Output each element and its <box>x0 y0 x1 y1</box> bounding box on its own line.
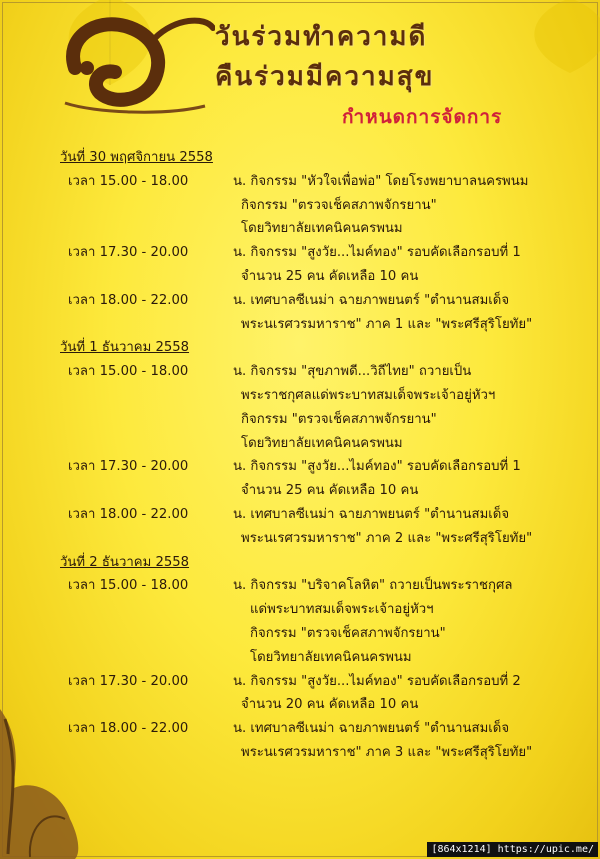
schedule-description-continued: พระนเรศวรมหาราช" ภาค 2 และ "พระศรีสุริโยทัย" <box>241 530 533 546</box>
schedule-item <box>60 170 580 194</box>
schedule-description: น. เทศบาลซีเนม่า ฉายภาพยนตร์ "ตำนานสมเด็จ <box>233 506 510 522</box>
schedule-description-continued: แด่พระบาทสมเด็จพระเจ้าอยู่หัวฯ <box>250 602 434 618</box>
schedule-description: น. กิจกรรม "สุขภาพดี...วิถีไทย" ถวายเป็น <box>233 364 472 380</box>
schedule-item <box>60 360 580 384</box>
schedule-description: น. กิจกรรม "สูงวัย...ไมค์ทอง" รอบคัดเลือกรอบที่ 1 <box>233 459 521 475</box>
schedule-time: เวลา 15.00 - 18.00 <box>68 364 189 380</box>
schedule-description-continued: พระนเรศวรมหาราช" ภาค 3 และ "พระศรีสุริโยทัย" <box>241 744 533 760</box>
schedule-description-continued: จำนวน 25 คน คัดเหลือ 10 คน <box>241 268 419 284</box>
schedule-item <box>60 670 580 694</box>
title-line-2: คืนร่วมมีความสุข <box>215 62 435 92</box>
schedule-time: เวลา 17.30 - 20.00 <box>68 245 189 261</box>
schedule-item <box>60 717 580 741</box>
schedule-description-continued: โดยวิทยาลัยเทคนิคนครพนม <box>250 649 412 665</box>
subtitle: กำหนดการจัดการ <box>342 106 503 128</box>
schedule-time: เวลา 17.30 - 20.00 <box>68 673 189 689</box>
schedule-time: เวลา 18.00 - 22.00 <box>68 721 189 737</box>
bodhi-leaf-icon <box>0 689 110 859</box>
schedule-description-continued: โดยวิทยาลัยเทคนิคนครพนม <box>241 221 403 237</box>
title-line-1: วันร่วมทำความดี <box>215 22 428 52</box>
schedule-description: น. กิจกรรม "บริจาคโลหิต" ถวายเป็นพระราชกุศล <box>233 578 513 594</box>
schedule-item <box>60 289 580 313</box>
schedule-time: เวลา 15.00 - 18.00 <box>68 578 189 594</box>
schedule-item <box>60 574 580 598</box>
watermark: [864x1214] https://upic.me/ <box>427 842 598 857</box>
schedule-time: เวลา 18.00 - 22.00 <box>68 292 189 308</box>
schedule-description-continued: กิจกรรม "ตรวจเช็คสภาพจักรยาน" <box>250 625 446 641</box>
schedule-description: น. กิจกรรม "สูงวัย...ไมค์ทอง" รอบคัดเลือกรอบที่ 2 <box>233 673 521 689</box>
schedule-description-continued: กิจกรรม "ตรวจเช็คสภาพจักรยาน" <box>241 197 437 213</box>
schedule-description: น. กิจกรรม "หัวใจเพื่อพ่อ" โดยโรงพยาบาลนครพนม <box>233 173 529 189</box>
schedule-time: เวลา 18.00 - 22.00 <box>68 506 189 522</box>
schedule-description-continued: กิจกรรม "ตรวจเช็คสภาพจักรยาน" <box>241 411 437 427</box>
schedule-item <box>60 503 580 527</box>
schedule-time: เวลา 17.30 - 20.00 <box>68 459 189 475</box>
schedule-description-continued: โดยวิทยาลัยเทคนิคนครพนม <box>241 435 403 451</box>
schedule-description: น. กิจกรรม "สูงวัย...ไมค์ทอง" รอบคัดเลือกรอบที่ 1 <box>233 245 521 261</box>
schedule-description: น. เทศบาลซีเนม่า ฉายภาพยนตร์ "ตำนานสมเด็จ <box>233 721 510 737</box>
day-heading: วันที่ 30 พฤศจิกายน 2558 <box>60 150 213 165</box>
thai-numeral-five-icon <box>55 8 215 118</box>
schedule-description-continued: พระนเรศวรมหาราช" ภาค 1 และ "พระศรีสุริโยทัย" <box>241 316 533 332</box>
day-heading: วันที่ 1 ธันวาคม 2558 <box>60 340 190 356</box>
schedule-description-continued: พระราชกุศลแด่พระบาทสมเด็จพระเจ้าอยู่หัวฯ <box>241 387 496 403</box>
schedule-time: เวลา 15.00 - 18.00 <box>68 173 189 189</box>
schedule <box>60 146 580 765</box>
schedule-description: น. เทศบาลซีเนม่า ฉายภาพยนตร์ "ตำนานสมเด็จ <box>233 292 510 308</box>
schedule-item <box>60 241 580 265</box>
schedule-description-continued: จำนวน 20 คน คัดเหลือ 10 คน <box>241 697 419 713</box>
schedule-description-continued: จำนวน 25 คน คัดเหลือ 10 คน <box>241 483 419 499</box>
day-heading: วันที่ 2 ธันวาคม 2558 <box>60 554 190 570</box>
schedule-item <box>60 455 580 479</box>
